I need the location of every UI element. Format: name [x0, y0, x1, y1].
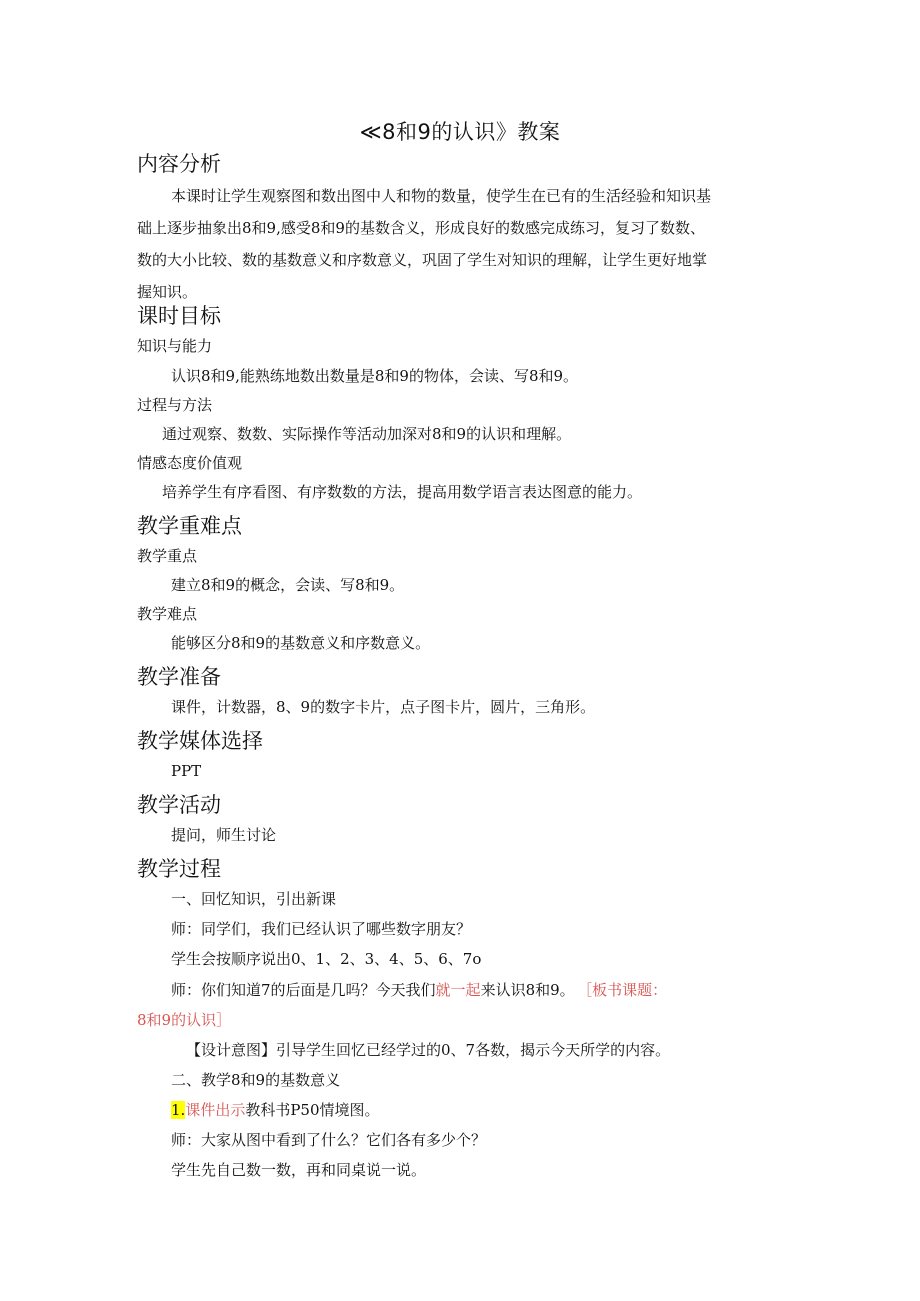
heading-media: 教学媒体选择 — [137, 729, 263, 753]
content-analysis-paragraph — [137, 180, 787, 308]
media-text: PPT — [171, 762, 202, 780]
process-step-2: 二、教学8和9的基数意义 — [171, 1071, 341, 1089]
key-points-focus-text: 建立8和9的概念，会读、写8和9。 — [171, 576, 405, 594]
content-analysis-line-2: 础上逐步抽象出8和9,感受8和9的基数含义，形成良好的数感完成练习，复习了数数、 — [137, 219, 705, 237]
teacher-line-2-part-a: 师：你们知道7的后面是几吗？今天我们 — [171, 981, 436, 999]
document-title: ≪8和9的认识》教案 — [359, 120, 561, 144]
heading-key-points: 教学重难点 — [137, 514, 242, 538]
design-intent: 【设计意图】引导学生回忆已经学过的0、7各数，揭示今天所学的内容。 — [186, 1041, 671, 1059]
blackboard-title-note-end: 8和9的认识］ — [137, 1011, 232, 1029]
teacher-line-2-part-b: 就一起 — [435, 981, 481, 999]
process-student-line-1: 学生会按顺序说出0、1、2、3、4、5、6、7o — [171, 950, 482, 968]
heading-prep: 教学准备 — [137, 665, 221, 689]
heading-activity: 教学活动 — [137, 793, 221, 817]
key-points-focus-label: 教学重点 — [137, 547, 198, 565]
goals-knowledge-label: 知识与能力 — [137, 337, 213, 355]
process-student-line-3: 学生先自己数一数，再和同桌说一说。 — [171, 1161, 427, 1179]
item-1-courseware-label: 课件出示 — [185, 1101, 246, 1119]
process-step-1: 一、回忆知识，引出新课 — [171, 890, 337, 908]
process-teacher-line-2 — [171, 979, 667, 1001]
content-analysis-line-1: 本课时让学生观察图和数出图中人和物的数量，使学生在已有的生活经验和知识基 — [171, 187, 712, 205]
key-points-difficulty-label: 教学难点 — [137, 605, 198, 623]
process-teacher-line-3: 师：大家从图中看到了什么？它们各有多少个？ — [171, 1131, 487, 1149]
heading-goals: 课时目标 — [137, 304, 221, 328]
process-item-1 — [171, 1099, 380, 1121]
item-1-text: 教科书P50情境图。 — [245, 1101, 380, 1119]
content-analysis-line-4: 握知识。 — [137, 283, 198, 301]
prep-text: 课件，计数器，8、9的数字卡片，点子图卡片，圆片，三角形。 — [171, 698, 596, 716]
content-analysis-line-3: 数的大小比较、数的基数意义和序数意义，巩固了学生对知识的理解，让学生更好地掌 — [137, 251, 708, 269]
process-teacher-line-1: 师：同学们，我们已经认识了哪些数字朋友？ — [171, 920, 472, 938]
key-points-difficulty-text: 能够区分8和9的基数意义和序数意义。 — [171, 634, 431, 652]
goals-process-text: 通过观察、数数、实际操作等活动加深对8和9的认识和理解。 — [162, 425, 572, 443]
goals-attitude-text: 培养学生有序看图、有序数数的方法，提高用数学语言表达图意的能力。 — [162, 483, 643, 501]
blackboard-title-note-start: ［板书课题： — [584, 981, 668, 999]
teacher-line-2-part-c: 来认识8和9。 — [480, 981, 575, 999]
heading-content-analysis: 内容分析 — [137, 152, 221, 176]
goals-attitude-label: 情感态度价值观 — [137, 454, 243, 472]
goals-knowledge-text: 认识8和9,能熟练地数出数量是8和9的物体，会读、写8和9。 — [171, 367, 579, 385]
heading-process: 教学过程 — [137, 857, 221, 881]
item-1-number: 1. — [171, 1101, 186, 1119]
activity-text: 提问，师生讨论 — [171, 826, 277, 844]
goals-process-label: 过程与方法 — [137, 396, 213, 414]
